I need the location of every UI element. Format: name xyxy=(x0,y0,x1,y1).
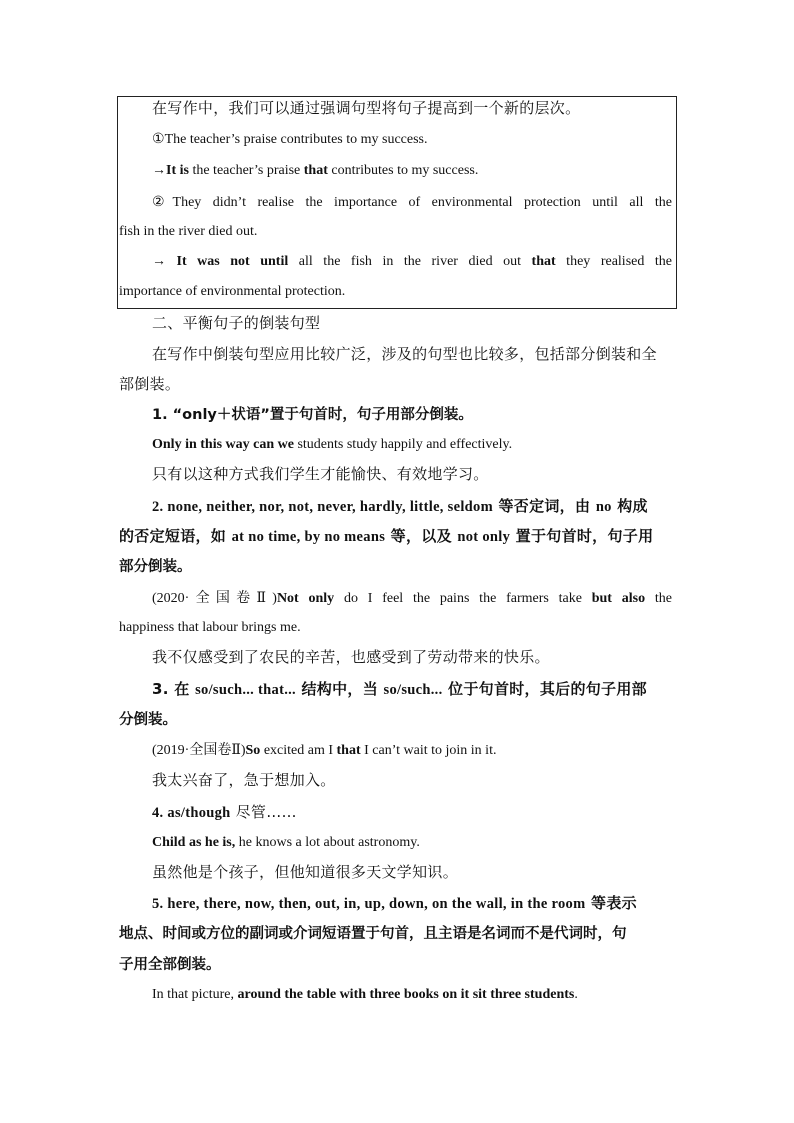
rule-1-example-bold: Only in this way can we xyxy=(152,437,294,452)
rule-2-translation: 我不仅感受到了农民的辛苦，也感受到了劳动带来的快乐。 xyxy=(152,648,550,666)
box-example-2-line1: ②They didn’t realise the importance of environmental protection until all the xyxy=(152,195,672,210)
rule-1-title: 1. “only＋状语”置于句首时，句子用部分倒装。 xyxy=(152,407,473,423)
emphasis-that: that xyxy=(303,163,328,178)
rule-5-line1 xyxy=(152,893,637,914)
example-bold: around the table with three books on it sit three students xyxy=(237,987,575,1002)
example-text: In that picture, xyxy=(152,987,238,1002)
exam-source: (2019·全国卷Ⅱ) xyxy=(152,743,246,758)
word-no: no xyxy=(595,499,612,515)
rewrite-text: all the fish in the river died out xyxy=(288,254,532,269)
rewrite-text-end: they realised the xyxy=(555,254,672,269)
emphasis-it-was-not-until: It was not until xyxy=(176,254,289,269)
example-bold: but also xyxy=(591,591,646,606)
rule-3-line2: 分倒装。 xyxy=(119,712,177,728)
arrow-icon: → xyxy=(152,163,166,178)
box-example-2-line2: fish in the river died out. xyxy=(119,224,258,239)
rule-4-example xyxy=(152,833,420,853)
rule-3-line1 xyxy=(152,679,647,700)
example-bold: So xyxy=(245,743,261,758)
emphasis-it-is: It is xyxy=(166,163,189,178)
rule-5-line3: 子用全部倒装。 xyxy=(119,957,221,973)
rule-2-text-end: 置于句首时，句子用 xyxy=(510,527,654,545)
negative-words: 2. none, neither, nor, not, never, hardly, little, seldom xyxy=(152,499,493,515)
section-intro-line2: 部倒装。 xyxy=(119,375,181,393)
example-text: he knows a lot about astronomy. xyxy=(235,835,420,850)
rule-3-text: 结构中，当 xyxy=(295,680,384,698)
example-text: do I feel the pains the farmers take xyxy=(334,591,592,606)
rewrite-text-end: contributes to my success. xyxy=(327,163,479,178)
rule-3-example xyxy=(152,741,496,761)
example-text-end: the xyxy=(645,591,672,606)
rule-5-text: 等表示 xyxy=(585,894,637,912)
box-example-2-rewrite-line2: importance of environmental protection. xyxy=(119,284,346,299)
phrase-not-only: not only xyxy=(457,529,511,545)
example-bold: Child as he is, xyxy=(152,835,236,850)
example-text-end: I can’t wait to join in it. xyxy=(360,743,497,758)
rule-4-translation: 虽然他是个孩子，但他知道很多天文学知识。 xyxy=(152,863,459,881)
example-text: excited am I xyxy=(260,743,337,758)
rule-2-line1 xyxy=(152,496,648,517)
rule-2-example xyxy=(152,589,672,609)
rule-1-example-rest: students study happily and effectively. xyxy=(293,437,513,452)
rule-4-title-bold: 4. as/though xyxy=(152,805,231,821)
example-1-text: The teacher’s praise contributes to my success. xyxy=(164,132,428,147)
structure-so-such: so/such... xyxy=(383,682,443,698)
box-example-1 xyxy=(152,130,428,150)
rule-3-text-end: 位于句首时，其后的句子用部 xyxy=(442,680,647,698)
arrow-icon: → xyxy=(152,254,177,269)
rule-3-text: 3. 在 xyxy=(152,680,196,698)
rule-2-line3: 部分倒装。 xyxy=(119,559,192,575)
rule-5-line2: 地点、时间或方位的副词或介词短语置于句首，且主语是名词而不是代词时，句 xyxy=(119,926,627,942)
example-bold: that xyxy=(336,743,361,758)
rule-4-title xyxy=(152,802,297,823)
box-intro: 在写作中，我们可以通过强调句型将句子提高到一个新的层次。 xyxy=(152,99,581,117)
negative-phrases: at no time, by no means xyxy=(231,529,386,545)
rewrite-text: the teacher’s praise xyxy=(188,163,304,178)
rule-2-example-line2: happiness that labour brings me. xyxy=(119,620,301,635)
rule-1-example xyxy=(152,435,512,455)
box-example-2-rewrite xyxy=(152,252,672,272)
example-bold: Not only xyxy=(276,591,335,606)
rule-2-text: 等，以及 xyxy=(385,527,458,545)
exam-source: (2020·全国卷Ⅱ) xyxy=(152,591,277,606)
structure-so-such-that: so/such... that... xyxy=(195,682,296,698)
rule-2-text: 的否定短语，如 xyxy=(119,527,232,545)
emphasis-that: that xyxy=(531,254,556,269)
box-example-1-rewrite xyxy=(152,161,478,181)
rule-2-text-end: 构成 xyxy=(611,497,648,515)
example-text-end: . xyxy=(574,987,578,1002)
rule-5-example xyxy=(152,985,578,1005)
rule-2-line2 xyxy=(119,526,653,547)
adverb-list: 5. here, there, now, then, out, in, up, down, on the wall, in the room xyxy=(152,896,586,912)
rule-2-text: 等否定词，由 xyxy=(492,497,596,515)
rule-1-translation: 只有以这种方式我们学生才能愉快、有效地学习。 xyxy=(152,465,489,483)
rule-4-title-text: 尽管…… xyxy=(230,803,297,821)
section-intro-line1: 在写作中倒装句型应用比较广泛，涉及的句型也比较多，包括部分倒装和全 xyxy=(152,345,657,363)
section-heading: 二、平衡句子的倒装句型 xyxy=(152,314,321,332)
rule-3-translation: 我太兴奋了，急于想加入。 xyxy=(152,771,336,789)
circled-number-1: ① xyxy=(152,132,165,147)
